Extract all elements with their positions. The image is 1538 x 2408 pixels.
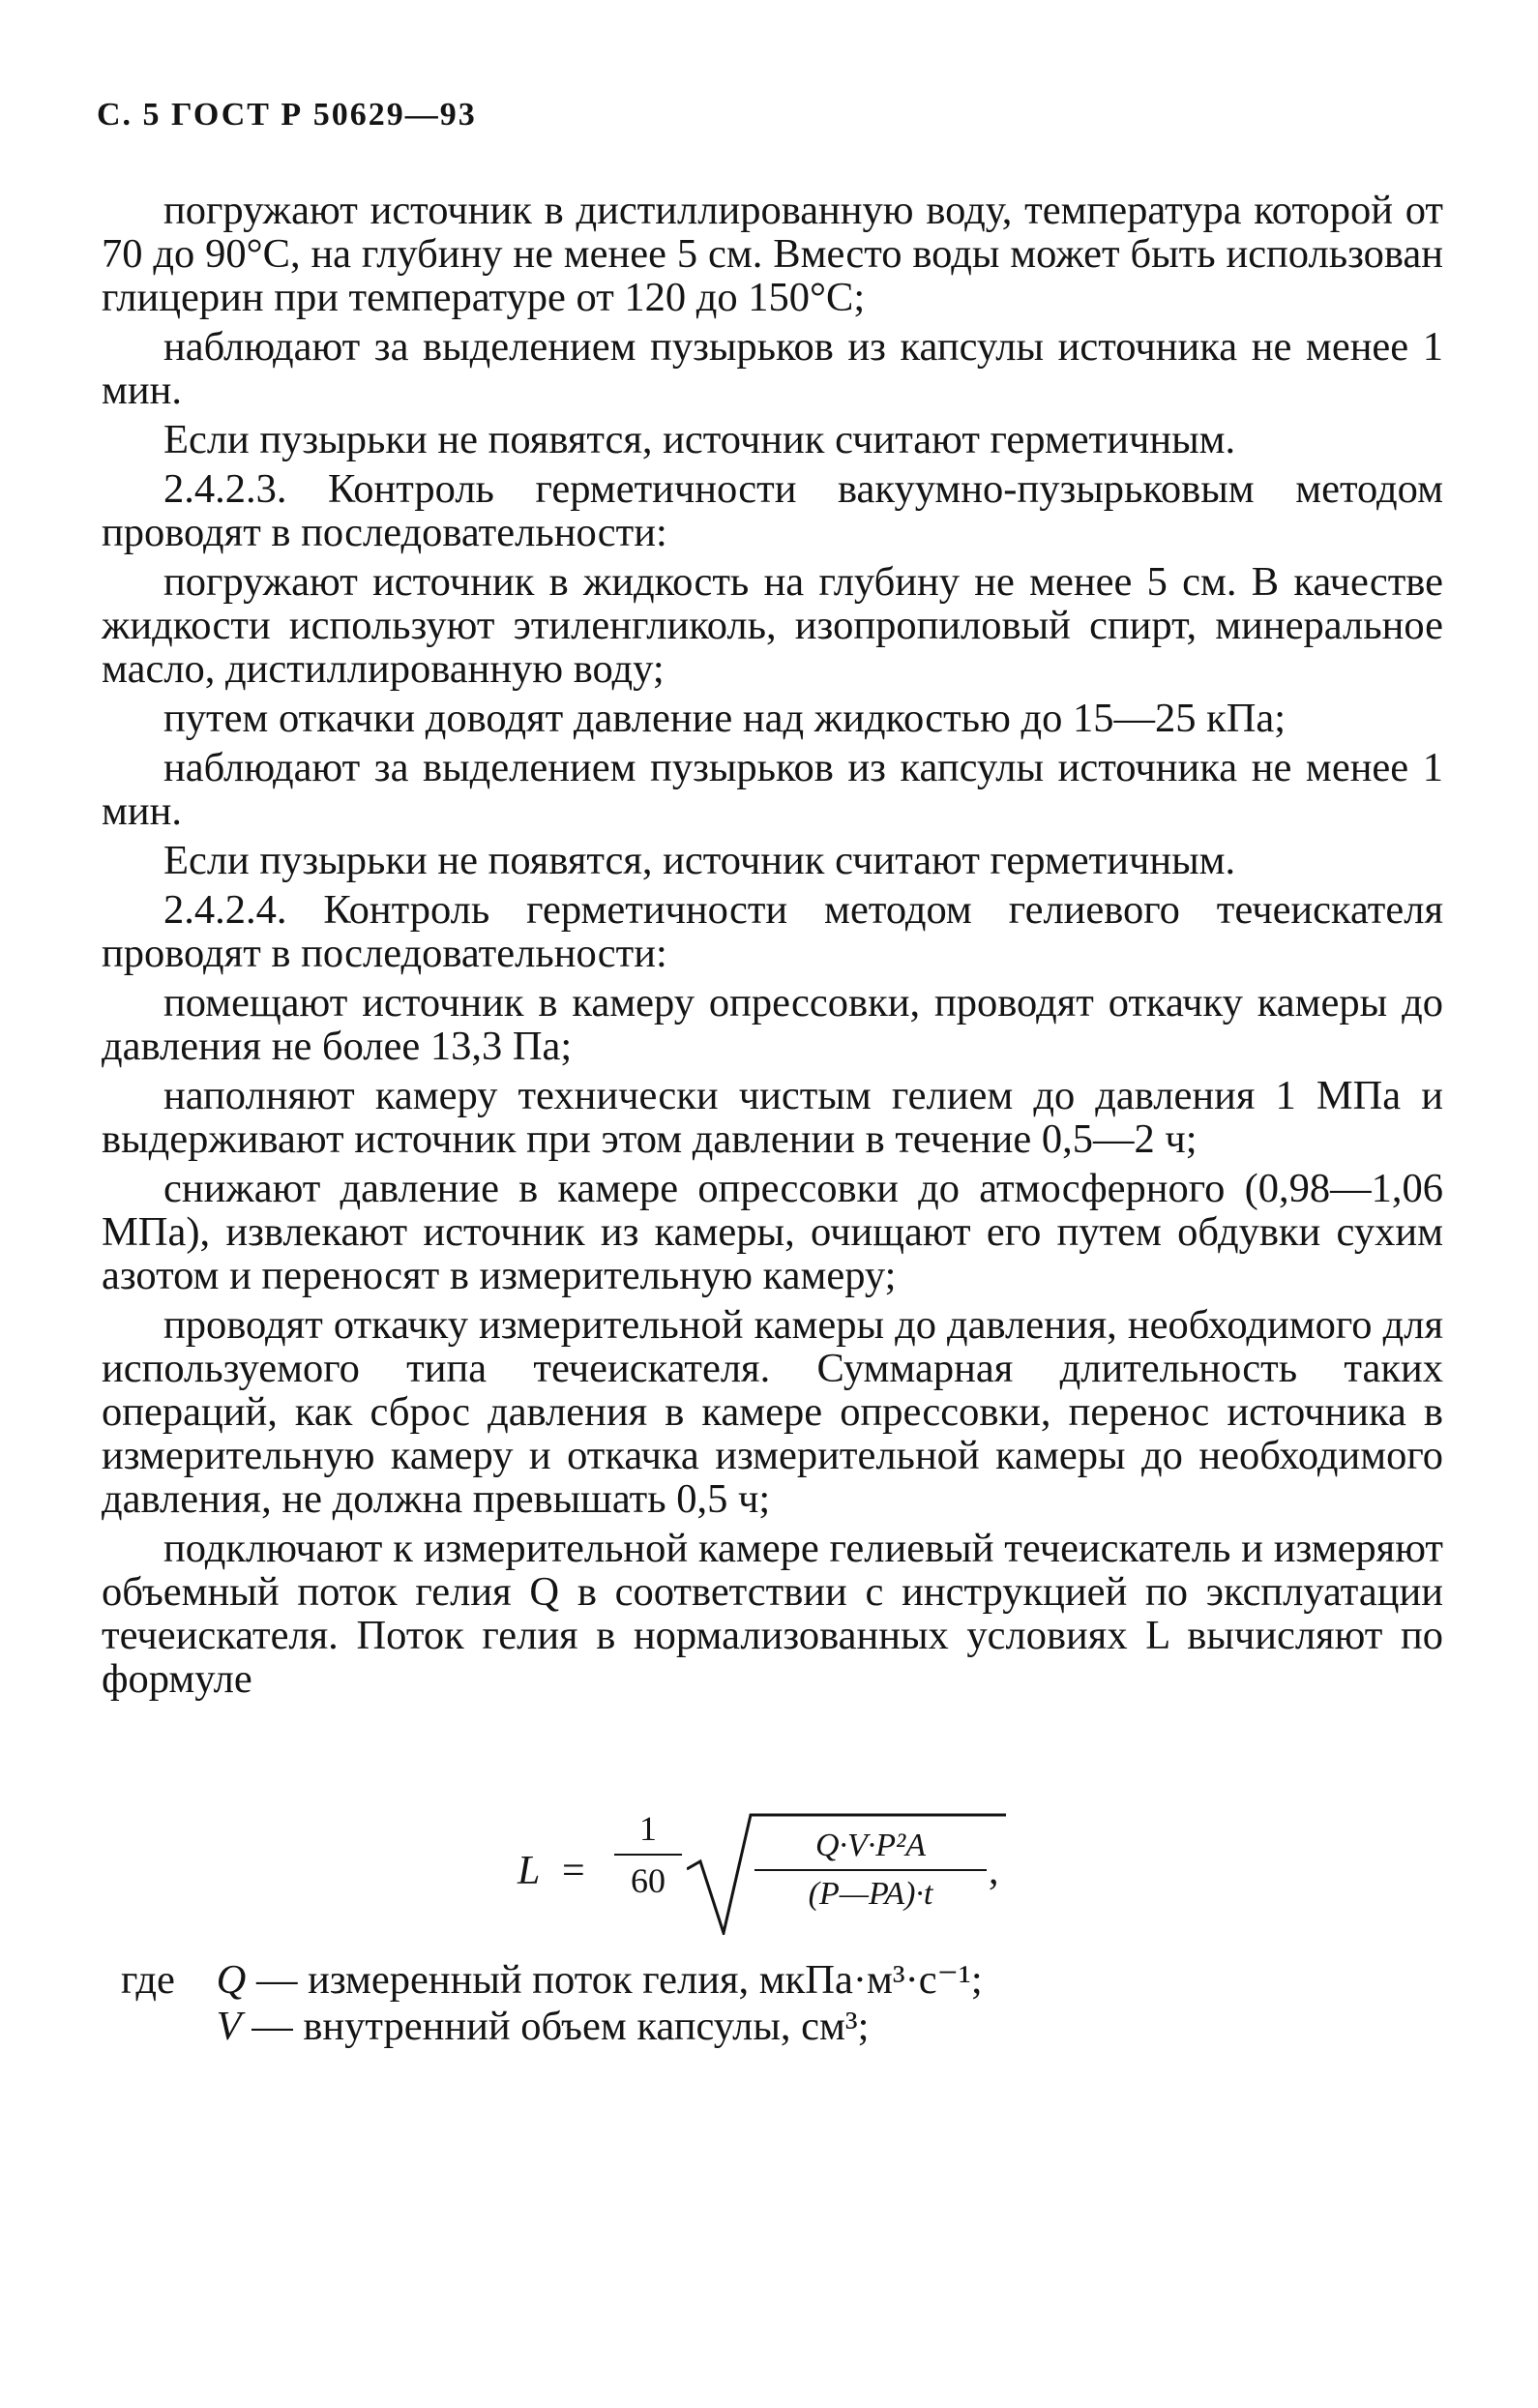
paragraph: погружают источник в дистиллированную воду, температура которой от 70 до 90°С, на глубину не менее 5 см. Вместо воды может быть использован глицерин при температуре от 120 до 150°С; xyxy=(102,188,1443,320)
definition-row xyxy=(121,1957,983,2004)
formula-lhs: L xyxy=(518,1849,541,1893)
coefficient-denominator: 60 xyxy=(631,1861,665,1900)
definition-prefix: где xyxy=(121,1957,175,2003)
radicand-fraction xyxy=(754,1827,987,1914)
paragraph: путем откачки доводят давление над жидкостью до 15—25 кПа; xyxy=(163,696,1287,741)
paragraph: наполняют камеру технически чистым гелием до давления 1 МПа и выдерживают источник при этом давлении в течение 0,5—2 ч; xyxy=(102,1073,1443,1162)
formula-equals: = xyxy=(562,1849,585,1893)
definition-text: — измеренный поток гелия, мкПа·м³·с⁻¹; xyxy=(255,1957,983,2003)
paragraph: Если пузырьки не появятся, источник считают герметичным. xyxy=(163,838,1236,883)
coefficient-numerator: 1 xyxy=(639,1809,657,1848)
radicand-denominator: (P—PA)·t xyxy=(808,1876,933,1912)
formula-definitions xyxy=(121,1957,983,2050)
paragraph: 2.4.2.3. Контроль герметичности вакуумно-пузырьковым методом проводят в последовательности: xyxy=(102,466,1443,555)
paragraph: помещают источник в камеру опрессовки, проводят откачку камеры до давления не более 13,3 Па; xyxy=(102,980,1443,1069)
paragraph: снижают давление в камере опрессовки до атмосферного (0,98—1,06 МПа), извлекают источник из камеры, очищают его путем обдувки сухим азотом и переносят в измерительную камеру; xyxy=(102,1166,1443,1298)
paragraph: 2.4.2.4. Контроль герметичности методом гелиевого течеискателя проводят в последовательности: xyxy=(102,887,1443,976)
helium-flow-formula xyxy=(518,1809,1020,1935)
radicand-numerator: Q·V·P²A xyxy=(814,1828,927,1863)
definition-text: — внутренний объем капсулы, см³; xyxy=(251,2004,870,2049)
paragraph: подключают к измерительной камере гелиевый течеискатель и измеряют объемный поток гелия Q в соответствии с инструкцией по эксплуатации течеискателя. Поток гелия в нормализованных условиях L вычисляют по формуле xyxy=(102,1526,1443,1702)
definition-symbol: V xyxy=(216,2004,242,2049)
definition-symbol: Q xyxy=(216,1957,247,2003)
paragraph: наблюдают за выделением пузырьков из капсулы источника не менее 1 мин. xyxy=(102,324,1443,413)
paragraph: Если пузырьки не появятся, источник считают герметичным. xyxy=(163,417,1236,462)
fraction-bar xyxy=(614,1854,682,1856)
formula-comma: , xyxy=(989,1849,999,1893)
paragraph: проводят откачку измерительной камеры до давления, необходимого для используемого типа течеискателя. Суммарная длительность таких операций, как сброс давления в камере опрессовки, перенос источника в измерительную камеру и откачка измерительной камеры до необходимого давления, не должна превышать 0,5 ч; xyxy=(102,1302,1443,1522)
formula-coefficient xyxy=(614,1809,682,1900)
body-text xyxy=(102,189,1443,1707)
paragraph: наблюдают за выделением пузырьков из капсулы источника не менее 1 мин. xyxy=(102,745,1443,834)
page-header: С. 5 ГОСТ Р 50629—93 xyxy=(97,97,477,133)
paragraph: погружают источник в жидкость на глубину не менее 5 см. В качестве жидкости используют этиленгликоль, изопропиловый спирт, минеральное масло, дистиллированную воду; xyxy=(102,559,1443,692)
square-root xyxy=(687,1809,1016,1935)
fraction-bar xyxy=(754,1869,987,1871)
definition-row xyxy=(121,2004,983,2050)
